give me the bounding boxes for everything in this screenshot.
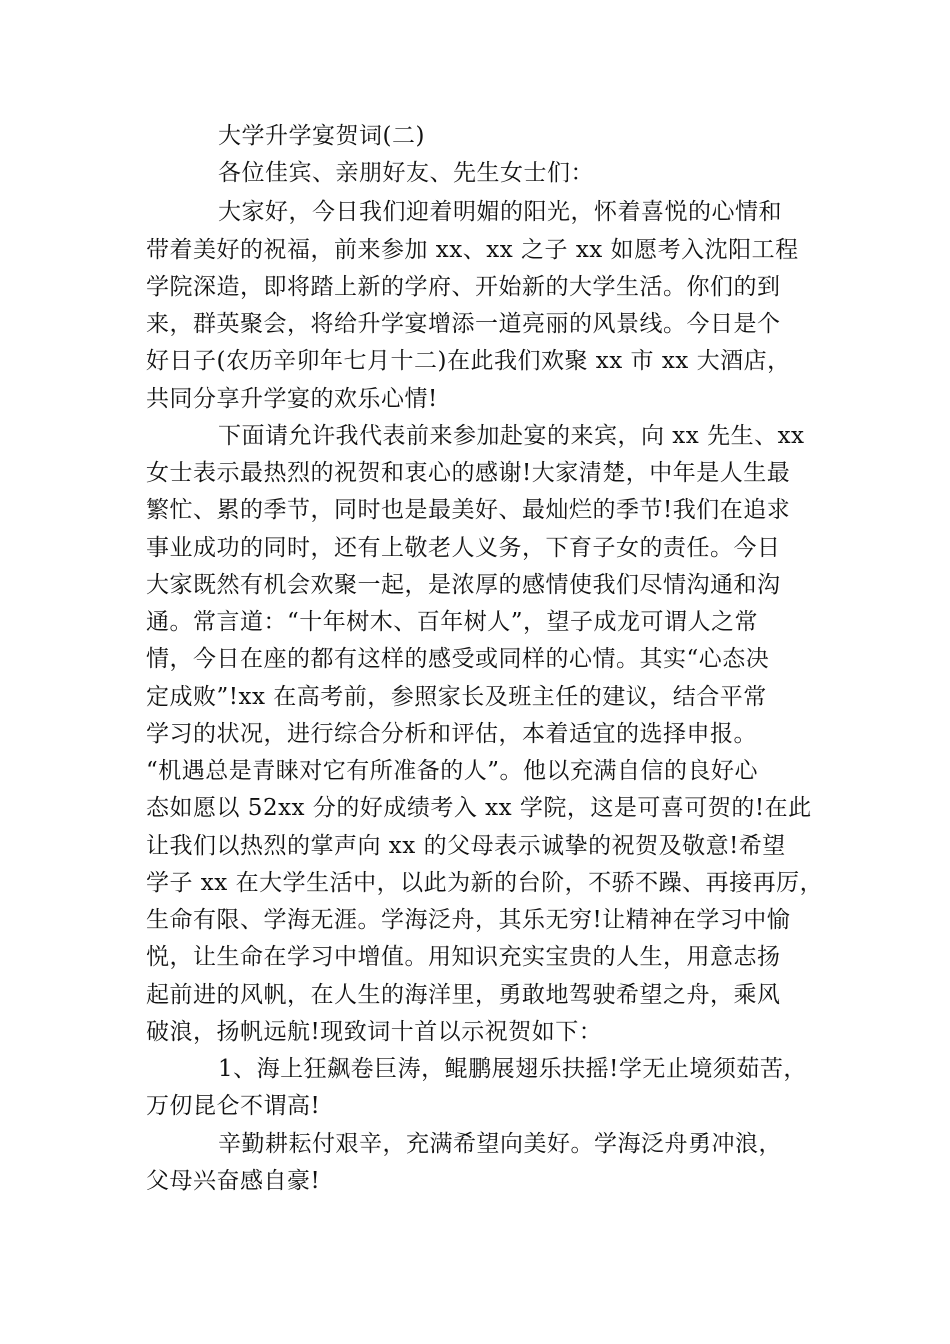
paragraph-line: 破浪，扬帆远航!现致词十首以示祝贺如下： (146, 1019, 603, 1045)
paragraph-line: 让我们以热烈的掌声向 xx 的父母表示诚挚的祝贺及敬意!希望 (146, 833, 786, 859)
poem-line: 万仞昆仑不谓高! (146, 1093, 321, 1119)
paragraph-line: 带着美好的祝福，前来参加 xx、xx 之子 xx 如愿考入沈阳工程 (146, 237, 799, 263)
paragraph-line: 情，今日在座的都有这样的感受或同样的心情。其实“心态决 (146, 646, 770, 672)
paragraph-line: 生命有限、学海无涯。学海泛舟，其乐无穷!让精神在学习中愉 (146, 907, 791, 933)
paragraph-line: 大家既然有机会欢聚一起，是浓厚的感情使我们尽情沟通和沟 (146, 572, 781, 598)
poem-line: 1、海上狂飙卷巨涛，鲲鹏展翅乐扶摇!学无止境须茹苦， (218, 1056, 807, 1082)
paragraph-line: 通。常言道：“十年树木、百年树人”，望子成龙可谓人之常 (146, 609, 759, 635)
paragraph-line: 起前进的风帆，在人生的海洋里，勇敢地驾驶希望之舟，乘风 (146, 982, 781, 1008)
paragraph-line: 学子 xx 在大学生活中，以此为新的台阶，不骄不躁、再接再厉， (146, 870, 824, 896)
paragraph-line: 大家好，今日我们迎着明媚的阳光，怀着喜悦的心情和 (218, 199, 782, 225)
poem-line: 辛勤耕耘付艰辛，充满希望向美好。学海泛舟勇冲浪， (218, 1131, 782, 1157)
salutation: 各位佳宾、亲朋好友、先生女士们： (218, 160, 594, 186)
poem-line: 父母兴奋感自豪! (146, 1168, 321, 1194)
paragraph-line: “机遇总是青睐对它有所准备的人”。他以充满自信的良好心 (146, 758, 759, 784)
paragraph-line: 来，群英聚会，将给升学宴增添一道亮丽的风景线。今日是个 (146, 311, 781, 337)
paragraph-line: 共同分享升学宴的欢乐心情! (146, 386, 438, 412)
paragraph-line: 定成败”!xx 在高考前，参照家长及班主任的建议，结合平常 (146, 684, 767, 710)
paragraph-line: 下面请允许我代表前来参加赴宴的来宾，向 xx 先生、xx (218, 423, 805, 449)
document-title: 大学升学宴贺词(二) (218, 123, 425, 149)
paragraph-line: 事业成功的同时，还有上敬老人义务，下育子女的责任。今日 (146, 535, 781, 561)
paragraph-line: 女士表示最热烈的祝贺和衷心的感谢!大家清楚，中年是人生最 (146, 460, 791, 486)
paragraph-line: 态如愿以 52xx 分的好成绩考入 xx 学院，这是可喜可贺的!在此 (146, 795, 812, 821)
paragraph-line: 繁忙、累的季节，同时也是最美好、最灿烂的季节!我们在追求 (146, 497, 791, 523)
paragraph-line: 好日子(农历辛卯年七月十二)在此我们欢聚 xx 市 xx 大酒店， (146, 348, 791, 374)
paragraph-line: 学习的状况，进行综合分析和评估，本着适宜的选择申报。 (146, 721, 757, 747)
paragraph-line: 学院深造，即将踏上新的学府、开始新的大学生活。你们的到 (146, 274, 781, 300)
paragraph-line: 悦，让生命在学习中增值。用知识充实宝贵的人生，用意志扬 (146, 944, 781, 970)
